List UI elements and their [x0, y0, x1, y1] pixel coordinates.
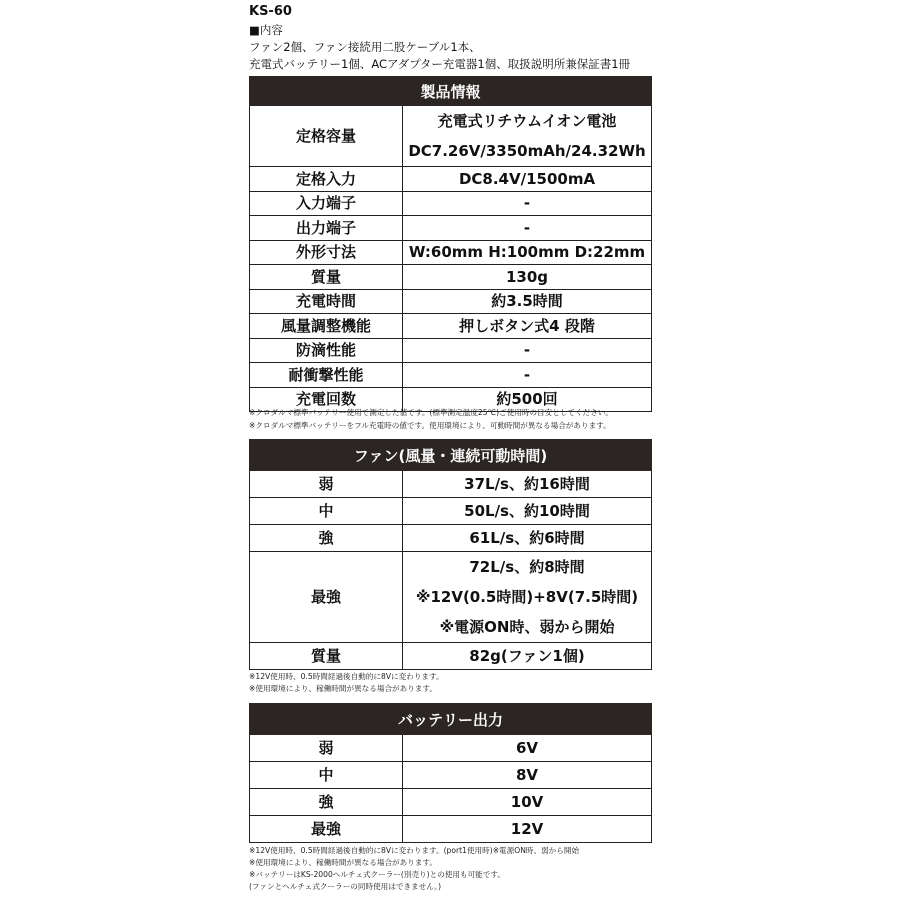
battery-output-table	[249, 703, 652, 843]
spec-value: 130g	[403, 265, 652, 290]
spec-value: -	[403, 191, 652, 216]
fan-note-1: ※12V使用時、0.5時間経過後自動的に8Vに変わります。	[249, 672, 444, 681]
fan-value-line: ※電源ON時、弱から開始	[439, 618, 615, 636]
spec-value: 約3.5時間	[403, 289, 652, 314]
battery-value: 10V	[403, 789, 652, 816]
product-info-table	[249, 76, 652, 412]
fan-value	[403, 552, 652, 643]
spec-label: 定格入力	[250, 167, 403, 192]
spec-label: 定格容量	[250, 106, 403, 167]
model-number: KS-60	[249, 4, 292, 19]
spec-value-line: 充電式リチウムイオン電池	[437, 112, 617, 130]
battery-output-title: バッテリー出力	[250, 704, 652, 735]
spec-value: 押しボタン式4 段階	[403, 314, 652, 339]
fan-note-2: ※使用環境により、稼働時間が異なる場合があります。	[249, 684, 438, 693]
fan-value: 61L/s、約6時間	[403, 525, 652, 552]
fan-table	[249, 439, 652, 670]
product-note-1: ※クロダルマ標準バッテリー使用で測定した値です。(標準測定温度25℃)ご使用時の目安としてください。	[249, 408, 613, 417]
spec-label: 充電時間	[250, 289, 403, 314]
battery-note-4: (ファンとヘルチェ式クーラーの同時使用はできません。)	[249, 882, 442, 891]
spec-label: 充電回数	[250, 387, 403, 412]
fan-label: 質量	[250, 643, 403, 670]
battery-note-1: ※12V使用時、0.5時間経過後自動的に8Vに変わります。(port1使用時)※電源ON時、弱から開始	[249, 846, 580, 855]
fan-table-title: ファン(風量・連続可動時間)	[250, 440, 652, 471]
battery-value: 8V	[403, 762, 652, 789]
spec-label: 質量	[250, 265, 403, 290]
product-note-2: ※クロダルマ標準バッテリーをフル充電時の値です。使用環境により、可動時間が異なる場合があります。	[249, 421, 611, 430]
battery-label: 中	[250, 762, 403, 789]
fan-value: 37L/s、約16時間	[403, 471, 652, 498]
battery-note-2: ※使用環境により、稼働時間が異なる場合があります。	[249, 858, 438, 867]
battery-label: 弱	[250, 735, 403, 762]
spec-value	[403, 106, 652, 167]
fan-value: 50L/s、約10時間	[403, 498, 652, 525]
spec-value: W:60mm H:100mm D:22mm	[403, 240, 652, 265]
spec-label: 出力端子	[250, 216, 403, 241]
battery-value: 12V	[403, 816, 652, 843]
contents-line-1: ファン2個、ファン接続用二股ケーブル1本、	[249, 40, 481, 54]
spec-label: 風量調整機能	[250, 314, 403, 339]
battery-note-3: ※バッテリーはKS-2000ヘルチェ式クーラー(別売り)との使用も可能です。	[249, 870, 505, 879]
fan-label: 最強	[250, 552, 403, 643]
contents-heading: ■内容	[249, 23, 283, 37]
spec-label: 耐衝撃性能	[250, 363, 403, 388]
battery-label: 強	[250, 789, 403, 816]
fan-label: 中	[250, 498, 403, 525]
spec-label: 外形寸法	[250, 240, 403, 265]
spec-label: 防滴性能	[250, 338, 403, 363]
spec-label: 入力端子	[250, 191, 403, 216]
fan-value-line: ※12V(0.5時間)+8V(7.5時間)	[415, 588, 639, 606]
spec-value: -	[403, 338, 652, 363]
spec-value: -	[403, 363, 652, 388]
fan-label: 弱	[250, 471, 403, 498]
spec-value: 約500回	[403, 387, 652, 412]
fan-value: 82g(ファン1個)	[403, 643, 652, 670]
product-info-title: 製品情報	[250, 77, 652, 106]
fan-value-line: 72L/s、約8時間	[469, 558, 585, 576]
spec-value: DC8.4V/1500mA	[403, 167, 652, 192]
battery-label: 最強	[250, 816, 403, 843]
battery-value: 6V	[403, 735, 652, 762]
spec-value: -	[403, 216, 652, 241]
contents-line-2: 充電式バッテリー1個、ACアダプター充電器1個、取扱説明所兼保証書1冊	[249, 57, 631, 71]
spec-value-line: DC7.26V/3350mAh/24.32Wh	[408, 142, 646, 160]
fan-label: 強	[250, 525, 403, 552]
